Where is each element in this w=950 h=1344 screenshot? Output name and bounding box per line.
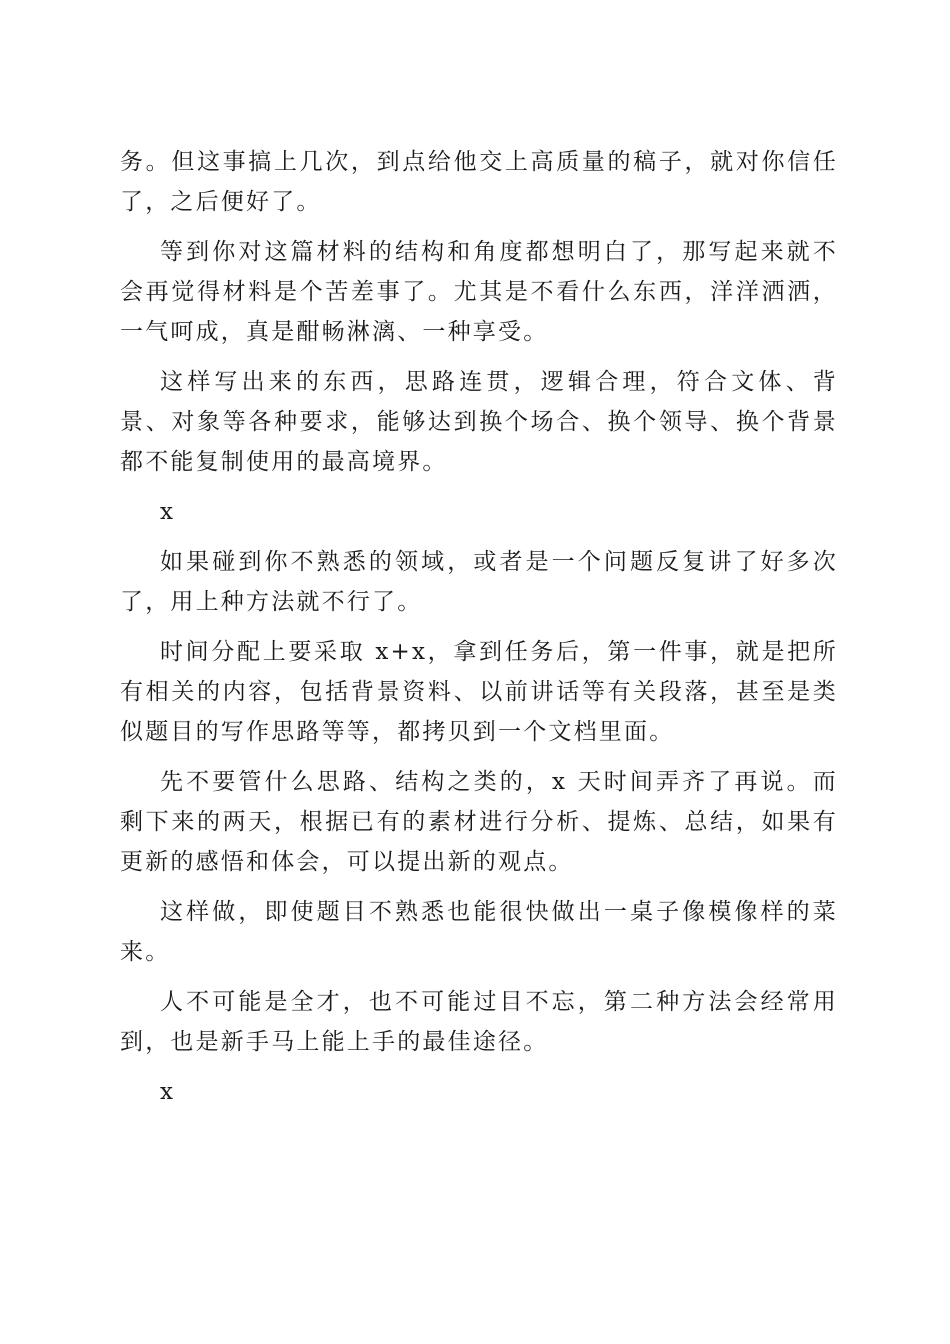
section-marker: x	[160, 499, 173, 525]
paragraph: 这样做，即使题目不熟悉也能很快做出一桌子像模像样的菜来。	[120, 899, 838, 965]
paragraph: 这样写出来的东西，思路连贯，逻辑合理，符合文体、背景、对象等各种要求，能够达到换个场合、换个领导、换个背景都不能复制使用的最高境界。	[120, 369, 838, 475]
section-marker: x	[160, 1079, 173, 1105]
paragraph: 先不要管什么思路、结构之类的，x 天时间弄齐了再说。而剩下来的两天，根据已有的素材进行分析、提炼、总结，如果有更新的感悟和体会，可以提出新的观点。	[120, 769, 838, 875]
paragraph: 等到你对这篇材料的结构和角度都想明白了，那写起来就不会再觉得材料是个苦差事了。尤其是不看什么东西，洋洋洒洒，一气呵成，真是酣畅淋漓、一种享受。	[120, 239, 838, 345]
paragraph: 时间分配上要采取 x+x，拿到任务后，第一件事，就是把所有相关的内容，包括背景资料、以前讲话等有关段落，甚至是类似题目的写作思路等等，都拷贝到一个文档里面。	[120, 639, 838, 745]
paragraph: 如果碰到你不熟悉的领域，或者是一个问题反复讲了好多次了，用上种方法就不行了。	[120, 549, 838, 615]
paragraph: 务。但这事搞上几次，到点给他交上高质量的稿子，就对你信任了，之后便好了。	[120, 149, 838, 215]
document-body	[120, 142, 838, 1122]
paragraph: 人不可能是全才，也不可能过目不忘，第二种方法会经常用到，也是新手马上能上手的最佳途径。	[120, 989, 838, 1055]
